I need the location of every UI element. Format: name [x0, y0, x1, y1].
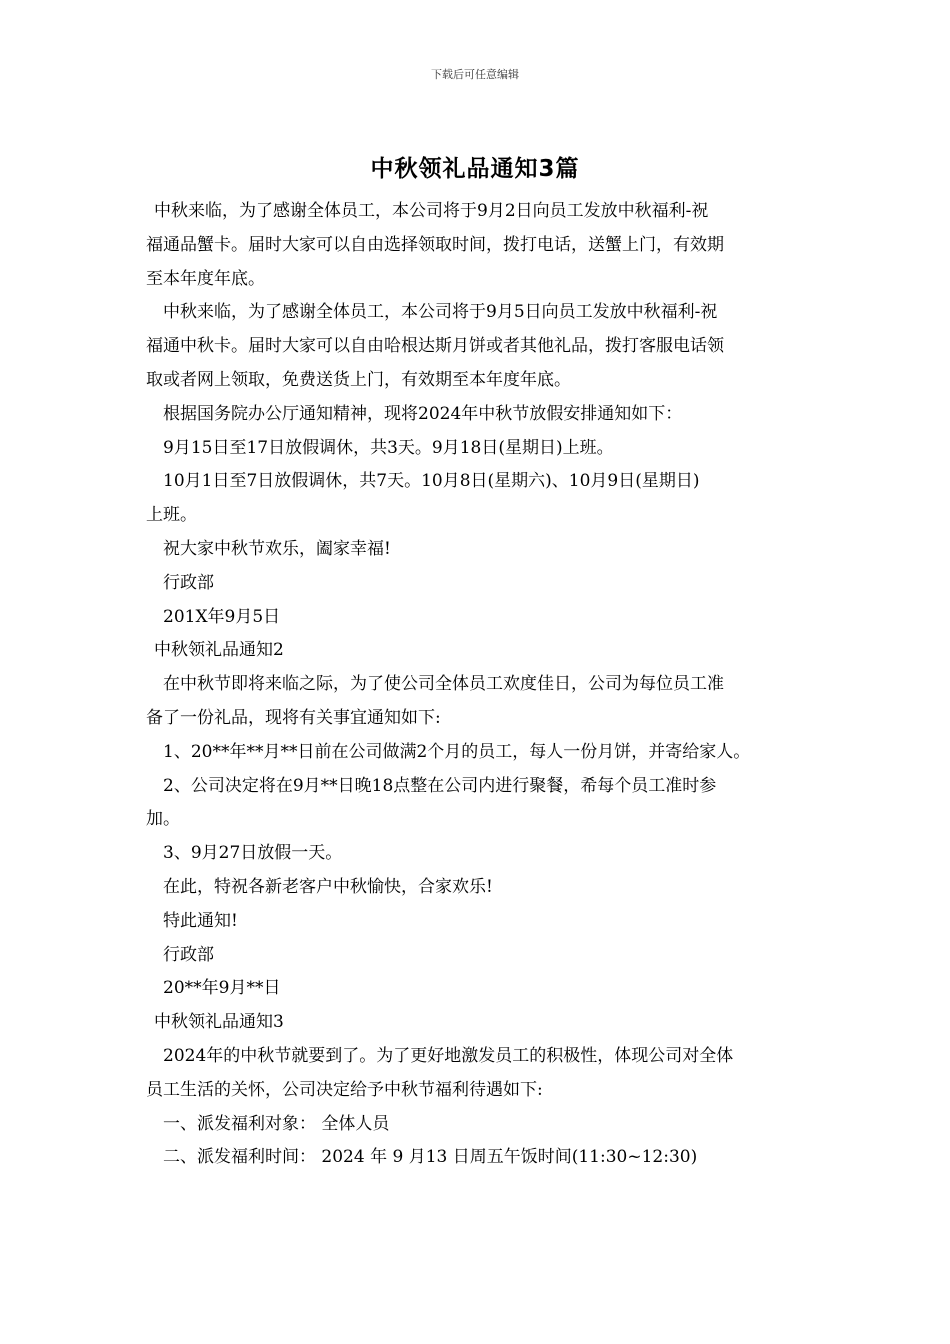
- paragraph-line: 祝大家中秋节欢乐，阖家幸福!: [163, 538, 391, 559]
- paragraph-line: 中秋领礼品通知3: [154, 1012, 284, 1033]
- paragraph-line: 福通品蟹卡。届时大家可以自由选择领取时间，拨打电话，送蟹上门，有效期: [146, 234, 724, 255]
- page-header: 下载后可任意编辑: [431, 68, 519, 81]
- paragraph-line: 行政部: [163, 572, 214, 593]
- paragraph-line: 二、派发福利时间： 2024 年 9 月13 日周五午饭时间(11:30~12:30): [163, 1147, 698, 1168]
- paragraph-line: 在此，特祝各新老客户中秋愉快，合家欢乐!: [163, 876, 493, 897]
- paragraph-line: 备了一份礼品，现将有关事宜通知如下:: [146, 707, 441, 728]
- paragraph-line: 20**年9月**日: [163, 978, 281, 999]
- paragraph-line: 在中秋节即将来临之际，为了使公司全体员工欢度佳日，公司为每位员工准: [163, 674, 724, 695]
- paragraph-line: 3、9月27日放假一天。: [163, 843, 343, 864]
- paragraph-line: 中秋来临，为了感谢全体员工，本公司将于9月2日向员工发放中秋福利-祝: [154, 201, 709, 221]
- paragraph-line: 201X年9月5日: [163, 606, 281, 627]
- paragraph-line: 行政部: [163, 944, 214, 965]
- paragraph-line: 加。: [146, 809, 180, 830]
- paragraph-line: 1、20**年**月**日前在公司做满2个月的员工，每人一份月饼，并寄给家人。: [163, 741, 751, 762]
- paragraph-line: 9月15日至17日放假调休，共3天。9月18日(星期日)上班。: [163, 437, 614, 458]
- paragraph-line: 根据国务院办公厅通知精神，现将2024年中秋节放假安排通知如下：: [163, 403, 683, 424]
- paragraph-line: 员工生活的关怀，公司决定给予中秋节福利待遇如下:: [146, 1079, 543, 1100]
- paragraph-line: 一、派发福利对象： 全体人员: [163, 1113, 390, 1134]
- paragraph-line: 2024年的中秋节就要到了。为了更好地激发员工的积极性，体现公司对全体: [163, 1045, 734, 1066]
- paragraph-line: 中秋来临，为了感谢全体员工，本公司将于9月5日向员工发放中秋福利-祝: [163, 302, 718, 323]
- paragraph-line: 特此通知!: [163, 910, 238, 931]
- document-title: 中秋领礼品通知3篇: [370, 156, 580, 182]
- document-body: [146, 195, 811, 1175]
- paragraph-line: 10月1日至7日放假调休，共7天。10月8日(星期六)、10月9日(星期日): [163, 471, 700, 492]
- paragraph-line: 2、公司决定将在9月**日晚18点整在公司内进行聚餐，希每个员工准时参: [163, 775, 717, 796]
- paragraph-line: 上班。: [146, 505, 197, 526]
- paragraph-line: 至本年度年底。: [146, 268, 265, 289]
- paragraph-line: 中秋领礼品通知2: [154, 640, 284, 661]
- paragraph-line: 取或者网上领取，免费送货上门，有效期至本年度年底。: [146, 369, 571, 390]
- paragraph-line: 福通中秋卡。届时大家可以自由哈根达斯月饼或者其他礼品，拨打客服电话领: [146, 336, 724, 357]
